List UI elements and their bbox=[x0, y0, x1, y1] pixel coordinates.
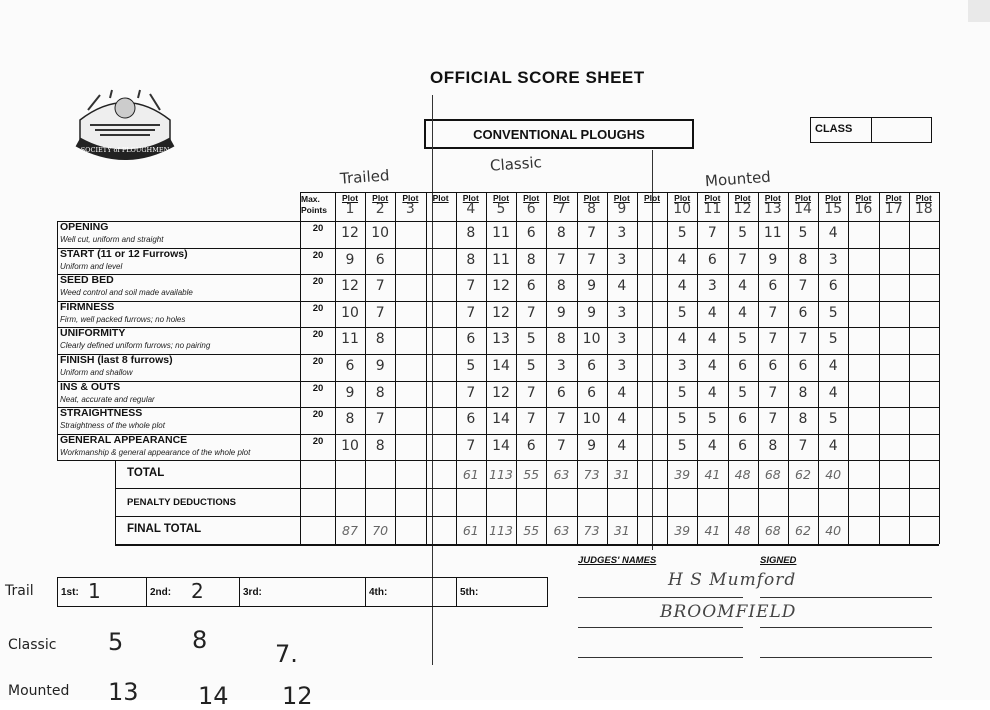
score-cell[interactable]: 8 bbox=[798, 411, 808, 428]
criterion-4 bbox=[57, 301, 300, 327]
judge-name-line-2 bbox=[578, 627, 743, 628]
totals-row-line bbox=[115, 488, 939, 489]
score-cell[interactable]: 3 bbox=[677, 358, 687, 374]
score-cell[interactable]: 9 bbox=[375, 358, 385, 374]
score-cell[interactable]: 8 bbox=[466, 251, 476, 268]
score-cell[interactable]: 8 bbox=[526, 251, 536, 268]
final-total-cell[interactable]: 48 bbox=[734, 523, 751, 539]
plot-header-16: Plot bbox=[794, 193, 812, 203]
score-cell[interactable]: 6 bbox=[466, 331, 476, 348]
plot-header-19: Plot bbox=[885, 193, 902, 203]
criterion-name: FINISH (last 8 furrows) bbox=[60, 354, 173, 366]
score-cell[interactable]: 9 bbox=[587, 304, 597, 321]
score-cell[interactable]: 5 bbox=[828, 331, 838, 348]
score-cell[interactable]: 7 bbox=[768, 384, 778, 401]
place-1st[interactable]: 1st: 1 bbox=[58, 578, 147, 606]
plot-header-3: Plot bbox=[402, 193, 419, 203]
score-cell[interactable]: 3 bbox=[617, 251, 627, 268]
plot-header-2: Plot bbox=[372, 193, 389, 203]
score-cell[interactable]: 8 bbox=[375, 437, 385, 454]
final-total-cell[interactable]: 31 bbox=[613, 523, 630, 539]
score-cell[interactable]: 5 bbox=[466, 358, 476, 374]
score-cell[interactable]: 7 bbox=[526, 384, 536, 401]
total-cell[interactable]: 41 bbox=[704, 467, 721, 483]
svg-text:SOCIETY of PLOUGHMEN: SOCIETY of PLOUGHMEN bbox=[80, 146, 170, 154]
plot-header-4: Plot bbox=[432, 193, 449, 203]
score-cell[interactable]: 6 bbox=[828, 278, 838, 295]
place-2nd[interactable]: 2nd: 2 bbox=[147, 578, 240, 606]
score-cell[interactable]: 7 bbox=[798, 278, 808, 295]
plot-header-14: Plot bbox=[734, 193, 751, 203]
plot-number-8: 7 bbox=[556, 201, 566, 217]
criterion-description: Weed control and soil made available bbox=[60, 288, 193, 298]
criterion-description: Clearly defined uniform furrows; no pairing bbox=[60, 341, 211, 351]
score-cell[interactable]: 11 bbox=[341, 331, 359, 348]
score-cell[interactable]: 6 bbox=[798, 358, 808, 374]
final-total-cell[interactable]: 39 bbox=[674, 523, 691, 539]
score-cell[interactable]: 4 bbox=[617, 384, 627, 401]
max-points: 20 bbox=[312, 435, 324, 447]
placings-classic-label: Classic bbox=[8, 637, 57, 653]
plot-number-2: 2 bbox=[375, 201, 385, 217]
plot-header-17: Plot bbox=[825, 193, 842, 203]
score-cell[interactable]: 5 bbox=[798, 225, 808, 241]
score-cell[interactable]: 7 bbox=[556, 437, 566, 454]
score-cell[interactable]: 9 bbox=[345, 251, 355, 268]
score-cell[interactable]: 5 bbox=[677, 304, 687, 321]
score-cell[interactable]: 5 bbox=[738, 384, 748, 401]
score-cell[interactable]: 10 bbox=[582, 331, 601, 348]
total-label: TOTAL bbox=[127, 467, 165, 480]
score-cell[interactable]: 7 bbox=[587, 225, 597, 241]
score-cell[interactable]: 5 bbox=[677, 411, 687, 428]
grid-bottom-line bbox=[115, 544, 939, 546]
placings-box bbox=[57, 577, 548, 607]
score-cell[interactable]: 5 bbox=[526, 358, 536, 374]
score-cell[interactable]: 6 bbox=[587, 358, 597, 374]
total-cell[interactable]: 55 bbox=[523, 467, 540, 483]
society-logo bbox=[70, 80, 180, 162]
group-classic: Classic bbox=[489, 153, 543, 175]
max-points: 20 bbox=[312, 223, 324, 234]
score-cell[interactable]: 7 bbox=[768, 331, 778, 348]
place-5th[interactable]: 5th: bbox=[460, 587, 479, 598]
plot-number-6: 5 bbox=[496, 201, 506, 217]
score-cell[interactable]: 5 bbox=[707, 411, 717, 428]
score-cell[interactable]: 6 bbox=[587, 384, 597, 401]
signed-line-3 bbox=[760, 657, 932, 658]
criterion-description: Firm, well packed furrows; no holes bbox=[60, 314, 186, 324]
criterion-5 bbox=[57, 327, 300, 353]
score-cell[interactable]: 4 bbox=[707, 304, 717, 321]
score-cell[interactable]: 4 bbox=[828, 358, 838, 374]
total-cell[interactable]: 31 bbox=[613, 467, 630, 483]
criterion-name: GENERAL APPEARANCE bbox=[60, 433, 188, 446]
score-cell[interactable]: 7 bbox=[526, 411, 536, 428]
plot-header-5: Plot bbox=[462, 193, 479, 203]
final-total-cell[interactable]: 68 bbox=[764, 523, 781, 539]
mounted-2nd: 14 bbox=[198, 682, 229, 710]
score-cell[interactable]: 4 bbox=[707, 358, 717, 374]
score-cell[interactable]: 6 bbox=[345, 358, 355, 374]
score-cell[interactable]: 7 bbox=[375, 304, 385, 321]
criterion-description: Workmanship & general appearance of the whole plot bbox=[60, 447, 251, 457]
plot-header-12: Plot bbox=[674, 193, 691, 203]
plot-header-1: Plot bbox=[341, 193, 359, 203]
score-cell[interactable]: 5 bbox=[677, 225, 687, 241]
criterion-name: FIRMNESS bbox=[60, 300, 115, 313]
score-cell[interactable]: 11 bbox=[492, 251, 510, 268]
score-cell[interactable]: 3 bbox=[556, 358, 566, 374]
final-total-cell[interactable]: 113 bbox=[489, 523, 513, 539]
score-cell[interactable]: 3 bbox=[617, 358, 627, 374]
total-cell[interactable]: 61 bbox=[462, 467, 479, 483]
score-cell[interactable]: 7 bbox=[768, 411, 778, 428]
score-cell[interactable]: 6 bbox=[556, 384, 566, 401]
score-cell[interactable]: 8 bbox=[466, 225, 476, 241]
category-title: CONVENTIONAL PLOUGHS bbox=[424, 119, 694, 149]
score-cell[interactable]: 9 bbox=[768, 251, 778, 268]
total-cell[interactable]: 113 bbox=[489, 467, 513, 483]
score-cell[interactable]: 6 bbox=[526, 278, 536, 295]
final-total-cell[interactable]: 61 bbox=[462, 523, 479, 539]
score-cell[interactable]: 4 bbox=[828, 437, 838, 454]
total-cell[interactable]: 39 bbox=[674, 467, 691, 483]
score-cell[interactable]: 4 bbox=[828, 384, 838, 401]
score-cell[interactable]: 8 bbox=[798, 384, 808, 401]
score-cell[interactable]: 14 bbox=[492, 358, 510, 374]
score-cell[interactable]: 12 bbox=[492, 278, 510, 295]
plot-header-10: Plot bbox=[613, 193, 630, 203]
plot-number-17: 15 bbox=[824, 201, 843, 217]
score-cell[interactable]: 5 bbox=[677, 437, 687, 454]
plot-number-3: 3 bbox=[405, 201, 415, 217]
total-cell[interactable]: 63 bbox=[553, 467, 570, 483]
plot-number-9: 8 bbox=[587, 201, 597, 217]
criterion-6 bbox=[57, 354, 300, 380]
criterion-description: Straightness of the whole plot bbox=[60, 421, 165, 431]
score-cell[interactable]: 11 bbox=[492, 225, 510, 241]
plot-col-line bbox=[848, 192, 849, 544]
judge-signature-2: BROOMFIELD bbox=[660, 602, 797, 622]
criterion-name: UNIFORMITY bbox=[60, 327, 126, 340]
score-cell[interactable]: 4 bbox=[707, 331, 717, 348]
score-cell[interactable]: 6 bbox=[526, 437, 536, 454]
score-cell[interactable]: 6 bbox=[526, 225, 536, 241]
plot-col-line bbox=[879, 192, 880, 544]
max-points: 20 bbox=[312, 382, 324, 394]
criterion-description: Uniform and shallow bbox=[60, 368, 133, 377]
score-cell[interactable]: 8 bbox=[768, 437, 778, 454]
criterion-description: Well cut, uniform and straight bbox=[60, 235, 164, 244]
group-trailed: Trailed bbox=[339, 166, 390, 188]
signed-line-2 bbox=[760, 627, 932, 628]
divider-classic-mounted bbox=[652, 150, 653, 550]
score-cell[interactable]: 4 bbox=[677, 278, 687, 295]
criterion-3 bbox=[57, 274, 300, 300]
max-col-left-line bbox=[300, 192, 301, 544]
score-cell[interactable]: 13 bbox=[492, 331, 510, 348]
class-label: CLASS bbox=[815, 123, 853, 135]
score-cell[interactable]: 5 bbox=[738, 331, 748, 348]
score-cell[interactable]: 12 bbox=[341, 225, 359, 241]
plot-number-5: 4 bbox=[466, 201, 476, 217]
score-cell[interactable]: 5 bbox=[738, 225, 748, 241]
score-cell[interactable]: 9 bbox=[556, 304, 566, 321]
score-cell[interactable]: 10 bbox=[582, 411, 601, 428]
page-corner bbox=[968, 0, 990, 22]
score-cell[interactable]: 4 bbox=[617, 437, 627, 454]
plot-header-15: Plot bbox=[764, 193, 781, 203]
sheet-title: OFFICIAL SCORE SHEET bbox=[430, 68, 645, 87]
score-cell[interactable]: 8 bbox=[798, 251, 808, 268]
max-points-header: Max. Points bbox=[301, 194, 327, 215]
criterion-2 bbox=[57, 248, 300, 274]
score-cell[interactable]: 11 bbox=[763, 225, 782, 241]
plot-number-16: 14 bbox=[794, 201, 812, 217]
max-points: 20 bbox=[312, 249, 324, 261]
score-cell[interactable]: 7 bbox=[375, 411, 385, 428]
classic-1st: 5 bbox=[108, 628, 124, 656]
plot-header-9: Plot bbox=[583, 193, 600, 203]
penalty-label: PENALTY DEDUCTIONS bbox=[127, 497, 236, 509]
classic-2nd: 8 bbox=[192, 626, 208, 654]
score-cell[interactable]: 9 bbox=[587, 437, 597, 454]
judge-name-line-3 bbox=[578, 657, 743, 658]
plot-header-6: Plot bbox=[492, 193, 510, 203]
plot-col-line bbox=[395, 192, 396, 544]
score-cell[interactable]: 6 bbox=[375, 251, 385, 268]
placings-mounted-label: Mounted bbox=[8, 683, 70, 699]
judge-signature-1: H S Mumford bbox=[668, 570, 797, 590]
criterion-1 bbox=[57, 221, 300, 247]
score-cell[interactable]: 4 bbox=[828, 225, 838, 241]
score-cell[interactable]: 4 bbox=[707, 437, 717, 454]
criteria-row-line bbox=[57, 460, 939, 461]
place-3rd[interactable]: 3rd: bbox=[240, 578, 366, 606]
totals-row-line bbox=[115, 516, 939, 517]
final-total-cell[interactable]: 40 bbox=[825, 523, 842, 539]
score-cell[interactable]: 8 bbox=[556, 331, 566, 348]
score-cell[interactable]: 4 bbox=[617, 278, 627, 295]
signed-line-1 bbox=[760, 597, 932, 598]
criterion-name: STRAIGHTNESS bbox=[60, 407, 143, 420]
score-cell[interactable]: 7 bbox=[466, 384, 476, 401]
score-cell[interactable]: 5 bbox=[526, 331, 536, 348]
final-total-cell[interactable]: 87 bbox=[342, 523, 358, 539]
score-cell[interactable]: 4 bbox=[677, 331, 687, 348]
score-cell[interactable]: 12 bbox=[341, 278, 359, 295]
criterion-name: OPENING bbox=[60, 221, 109, 233]
classic-3rd: 7. bbox=[275, 640, 298, 668]
mounted-3rd: 12 bbox=[282, 682, 313, 710]
plot-col-line bbox=[637, 192, 638, 544]
score-cell[interactable]: 7 bbox=[798, 331, 808, 348]
placings-trail-label: Trail bbox=[5, 583, 34, 599]
totals-left-line bbox=[115, 460, 116, 544]
score-cell[interactable]: 8 bbox=[375, 384, 385, 401]
final-total-cell[interactable]: 63 bbox=[553, 523, 570, 539]
class-value bbox=[871, 118, 932, 142]
score-cell[interactable]: 7 bbox=[798, 437, 808, 454]
criterion-8 bbox=[57, 407, 300, 433]
plot-number-7: 6 bbox=[526, 201, 536, 217]
score-cell[interactable]: 6 bbox=[798, 304, 808, 321]
criterion-description: Uniform and level bbox=[60, 261, 123, 271]
score-cell[interactable]: 14 bbox=[492, 411, 510, 428]
score-cell[interactable]: 3 bbox=[617, 225, 627, 241]
place-4th[interactable]: 4th: bbox=[366, 578, 457, 606]
score-cell[interactable]: 4 bbox=[677, 251, 687, 268]
group-mounted: Mounted bbox=[704, 167, 772, 191]
max-points: 20 bbox=[312, 409, 324, 421]
total-cell[interactable]: 40 bbox=[825, 467, 842, 483]
score-cell[interactable]: 4 bbox=[617, 411, 627, 428]
plot-header-11: Plot bbox=[643, 193, 661, 203]
signed-label: SIGNED bbox=[760, 555, 797, 566]
score-cell[interactable]: 4 bbox=[707, 384, 717, 401]
plot-number-19: 17 bbox=[884, 201, 903, 217]
score-cell[interactable]: 6 bbox=[738, 437, 748, 454]
score-cell[interactable]: 6 bbox=[738, 358, 748, 374]
score-cell[interactable]: 6 bbox=[707, 251, 717, 268]
score-cell[interactable]: 5 bbox=[828, 411, 838, 428]
max-points: 20 bbox=[312, 329, 324, 341]
score-cell[interactable]: 9 bbox=[345, 384, 355, 401]
score-cell[interactable]: 6 bbox=[768, 278, 778, 295]
criterion-9 bbox=[57, 434, 300, 460]
plot-number-12: 10 bbox=[673, 201, 692, 217]
score-cell[interactable]: 7 bbox=[466, 278, 476, 295]
plot-number-13: 11 bbox=[703, 201, 722, 217]
score-cell[interactable]: 12 bbox=[492, 304, 510, 321]
score-cell[interactable]: 3 bbox=[617, 304, 627, 321]
plot-number-1: 1 bbox=[345, 201, 355, 217]
plot-header-20: Plot bbox=[915, 193, 932, 203]
score-cell[interactable]: 5 bbox=[828, 304, 838, 321]
score-cell[interactable]: 3 bbox=[707, 278, 717, 295]
score-cell[interactable]: 7 bbox=[768, 304, 778, 321]
plot-col-line bbox=[909, 192, 910, 544]
score-cell[interactable]: 8 bbox=[556, 225, 566, 241]
plot-header-8: Plot bbox=[553, 193, 570, 203]
score-cell[interactable]: 8 bbox=[556, 278, 566, 295]
criterion-name: INS & OUTS bbox=[60, 380, 121, 393]
class-box bbox=[810, 117, 932, 143]
final-total-cell[interactable]: 55 bbox=[523, 523, 540, 539]
score-cell[interactable]: 7 bbox=[526, 304, 536, 321]
score-cell[interactable]: 10 bbox=[341, 437, 359, 454]
final-total-cell[interactable]: 62 bbox=[795, 523, 811, 539]
final-total-label: FINAL TOTAL bbox=[127, 523, 202, 536]
judges-names-label: JUDGES' NAMES bbox=[578, 555, 657, 566]
plot-header-7: Plot bbox=[523, 193, 540, 203]
score-cell[interactable]: 6 bbox=[768, 358, 778, 374]
plot-number-15: 13 bbox=[763, 201, 782, 217]
score-cell[interactable]: 10 bbox=[371, 225, 390, 241]
score-cell[interactable]: 7 bbox=[466, 437, 476, 454]
total-cell[interactable]: 62 bbox=[795, 467, 811, 483]
plot-col-line bbox=[426, 192, 427, 544]
total-cell[interactable]: 73 bbox=[583, 467, 600, 483]
final-total-cell[interactable]: 70 bbox=[372, 523, 389, 539]
score-cell[interactable]: 8 bbox=[345, 411, 355, 428]
judge-name-line-1 bbox=[578, 597, 743, 598]
max-points: 20 bbox=[312, 356, 324, 367]
criterion-7 bbox=[57, 381, 300, 407]
plot-number-14: 12 bbox=[733, 201, 752, 217]
total-cell[interactable]: 68 bbox=[764, 467, 781, 483]
score-cell[interactable]: 7 bbox=[556, 411, 566, 428]
max-points: 20 bbox=[312, 302, 324, 314]
total-cell[interactable]: 48 bbox=[734, 467, 751, 483]
plot-number-18: 16 bbox=[854, 201, 873, 217]
score-cell[interactable]: 6 bbox=[738, 411, 748, 428]
score-cell[interactable]: 14 bbox=[492, 437, 510, 454]
score-cell[interactable]: 5 bbox=[677, 384, 687, 401]
score-cell[interactable]: 3 bbox=[828, 251, 838, 268]
plot-col-line bbox=[939, 192, 940, 544]
criterion-name: START (11 or 12 Furrows) bbox=[60, 247, 188, 260]
score-cell[interactable]: 6 bbox=[466, 411, 476, 428]
criterion-name: SEED BED bbox=[60, 274, 114, 287]
score-cell[interactable]: 3 bbox=[617, 331, 627, 348]
plot-number-10: 9 bbox=[617, 201, 627, 217]
score-cell[interactable]: 7 bbox=[587, 251, 597, 268]
criterion-description: Neat, accurate and regular bbox=[60, 394, 155, 404]
score-cell[interactable]: 4 bbox=[738, 278, 748, 295]
mounted-1st: 13 bbox=[108, 678, 139, 706]
score-cell[interactable]: 9 bbox=[587, 278, 597, 295]
score-cell[interactable]: 7 bbox=[707, 225, 717, 241]
final-total-cell[interactable]: 73 bbox=[583, 523, 600, 539]
max-points: 20 bbox=[312, 276, 324, 288]
score-cell[interactable]: 7 bbox=[738, 251, 748, 268]
score-cell[interactable]: 7 bbox=[375, 278, 385, 295]
score-cell[interactable]: 7 bbox=[556, 251, 566, 268]
plot-header-13: Plot bbox=[704, 193, 721, 203]
plot-number-20: 18 bbox=[914, 201, 933, 217]
score-cell[interactable]: 10 bbox=[341, 304, 359, 321]
score-cell[interactable]: 12 bbox=[492, 384, 510, 401]
final-total-cell[interactable]: 41 bbox=[704, 523, 721, 539]
score-cell[interactable]: 8 bbox=[375, 331, 385, 348]
score-cell[interactable]: 4 bbox=[738, 304, 748, 321]
plot-header-18: Plot bbox=[855, 193, 872, 203]
score-cell[interactable]: 7 bbox=[466, 304, 476, 321]
